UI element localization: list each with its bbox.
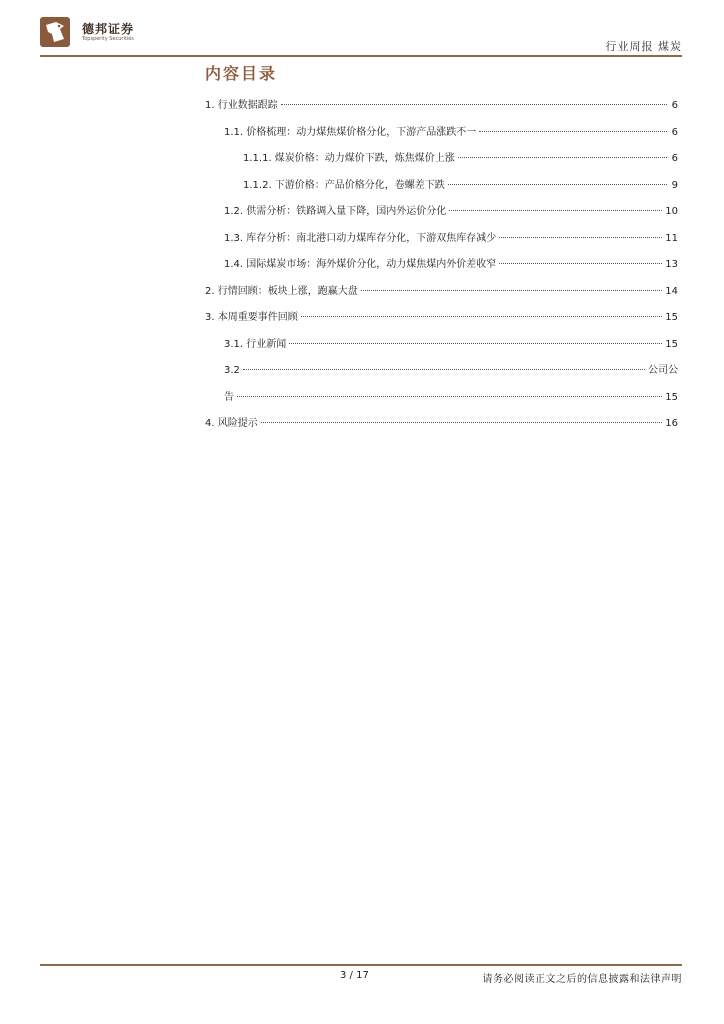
toc-entry-page: 14 [665, 285, 678, 297]
toc-entry-label: 告 [224, 391, 234, 403]
toc-entry-page: 6 [671, 153, 678, 164]
toc-entry-label: 2. 行情回顾：板块上涨，跑赢大盘 [205, 285, 358, 297]
toc-entry[interactable] [205, 282, 678, 309]
toc-entry-page: 15 [665, 312, 678, 323]
toc-title: 内容目录 [205, 64, 278, 83]
toc-entry-label: 1.4. 国际煤炭市场：海外煤价分化，动力煤焦煤内外价差收窄 [224, 259, 497, 270]
page-number: 3 / 17 [340, 970, 369, 981]
toc-leader-dots [237, 396, 662, 397]
footer-divider [40, 964, 682, 966]
brand-name: 德邦证券 [82, 22, 135, 36]
toc-entry-page: 公司公 [648, 365, 678, 376]
toc-entry-label: 1.1.2. 下游价格：产品价格分化，卷螺差下跌 [243, 179, 445, 191]
toc-leader-dots [361, 290, 663, 291]
toc-leader-dots [448, 184, 667, 185]
toc-entry-label: 3.1. 行业新闻 [224, 338, 287, 350]
toc-entry[interactable] [205, 414, 678, 441]
toc-leader-dots [301, 316, 663, 317]
company-logo-icon [40, 17, 70, 47]
toc-entry-label: 1. 行业数据跟踪 [205, 100, 278, 111]
toc-entry-page: 9 [671, 179, 678, 191]
toc-entry-label: 4. 风险提示 [205, 418, 258, 429]
toc-entry-page: 16 [665, 418, 678, 429]
toc-entry-label: 3. 本周重要事件回顾 [205, 312, 298, 323]
toc-leader-dots [479, 131, 667, 132]
footer-disclaimer: 请务必阅读正文之后的信息披露和法律声明 [482, 974, 682, 985]
toc-entry-label: 1.3. 库存分析：南北港口动力煤库存分化，下游双焦库存减少 [224, 232, 497, 244]
toc-leader-dots [289, 343, 662, 344]
toc-entry-page: 13 [665, 259, 678, 270]
toc-entry[interactable] [205, 96, 678, 123]
toc-entry-page: 11 [665, 232, 678, 244]
toc-entry[interactable] [205, 149, 678, 176]
toc-leader-dots [499, 237, 662, 238]
toc-entry[interactable] [205, 361, 678, 388]
toc-entry[interactable] [205, 123, 678, 150]
toc-entry[interactable] [205, 335, 678, 362]
header-divider [40, 55, 682, 57]
toc-entry-label: 1.1.1. 煤炭价格：动力煤价下跌，炼焦煤价上涨 [243, 153, 455, 164]
brand-subtitle: Topsperity Securities [82, 36, 134, 42]
table-of-contents [205, 96, 678, 441]
toc-entry-label: 1.2. 供需分析：铁路调入量下降，国内外运价分化 [224, 206, 447, 217]
toc-entry-label: 1.1. 价格梳理：动力煤焦煤价格分化，下游产品涨跌不一 [224, 126, 477, 138]
toc-entry-label: 3.2 [224, 365, 240, 376]
toc-leader-dots [261, 422, 663, 423]
toc-leader-dots [449, 210, 662, 211]
toc-entry[interactable] [205, 176, 678, 203]
toc-entry[interactable] [205, 308, 678, 335]
report-category: 行业周报 煤炭 [605, 40, 682, 53]
toc-entry[interactable] [205, 388, 678, 415]
toc-entry-page: 15 [665, 391, 678, 403]
toc-entry[interactable] [205, 202, 678, 229]
toc-entry-page: 6 [671, 126, 678, 138]
toc-entry-page: 15 [665, 338, 678, 350]
toc-entry-page: 10 [665, 206, 678, 217]
toc-entry-page: 6 [671, 100, 678, 111]
toc-entry[interactable] [205, 255, 678, 282]
toc-entry[interactable] [205, 229, 678, 256]
toc-leader-dots [458, 157, 667, 158]
toc-leader-dots [499, 263, 662, 264]
toc-leader-dots [243, 369, 645, 370]
toc-leader-dots [281, 104, 667, 105]
